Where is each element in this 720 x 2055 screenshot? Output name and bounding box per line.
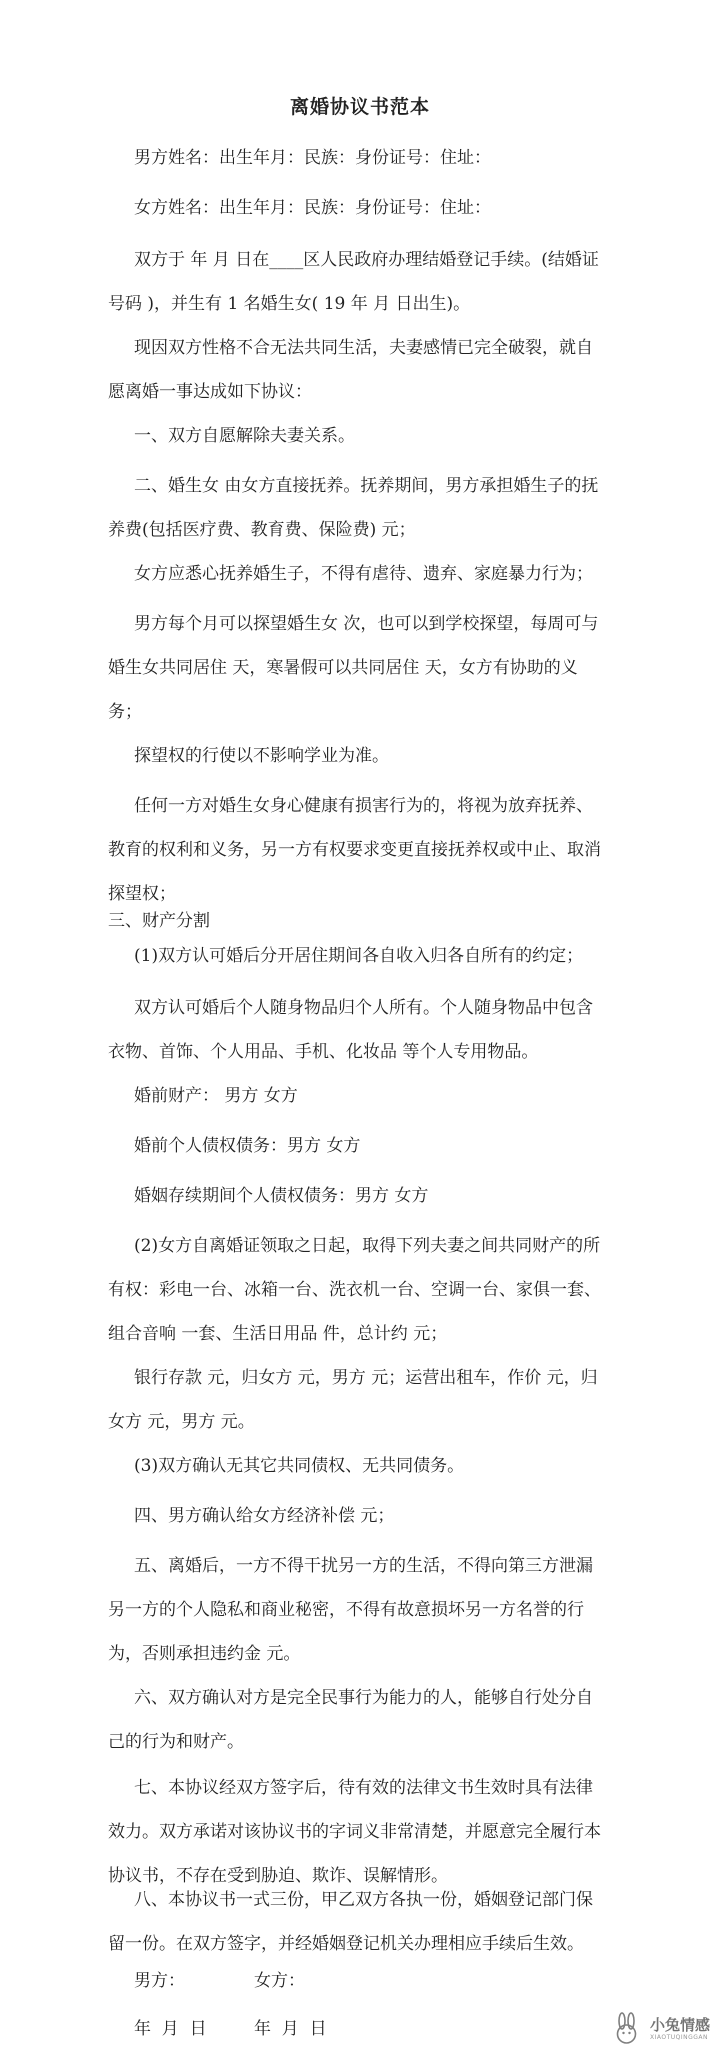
paragraph-personal-items: 双方认可婚后个人随身物品归个人所有。个人随身物品中包含衣物、首饰、个人用品、手机、化妆品 等个人专用物品。	[108, 998, 593, 1062]
paragraph-marriage-registration: 双方于 年 月 日在____区人民政府办理结婚登记手续。(结婚证号码 )，并生有 1 名婚生女( 19 年 月 日出生)。	[108, 250, 599, 314]
paragraph-visitation-rule: 探望权的行使以不影响学业为准。	[134, 746, 389, 766]
paragraph-premarital-property: 婚前财产： 男方 女方	[134, 1086, 298, 1106]
paragraph-clause-1: 一、双方自愿解除夫妻关系。	[134, 426, 355, 446]
paragraph-clause-6: 六、双方确认对方是完全民事行为能力的人，能够自行处分自己的行为和财产。	[108, 1688, 593, 1752]
paragraph-male-info: 男方姓名：出生年月：民族：身份证号：住址：	[134, 148, 491, 168]
paragraph-clause-4: 四、男方确认给女方经济补偿 元；	[134, 1506, 395, 1526]
paragraph-clause-2: 二、婚生女 由女方直接抚养。抚养期间，男方承担婚生子的抚养费(包括医疗费、教育费、保险费) 元；	[108, 476, 599, 540]
paragraph-clause-8: 八、本协议书一式三份，甲乙双方各执一份，婚姻登记部门保留一份。在双方签字，并经婚姻登记机关办理相应手续后生效。	[108, 1890, 593, 1954]
female-signature-label: 女方：	[254, 1971, 305, 1991]
paragraph-bank-deposit: 银行存款 元，归女方 元，男方 元；运营出租车，作价 元，归女方 元，男方 元。	[108, 1368, 598, 1432]
paragraph-property-1: (1)双方认可婚后分开居住期间各自收入归各自所有的约定；	[134, 946, 584, 966]
male-signature-label: 男方：	[134, 1971, 185, 1991]
paragraph-clause-7: 七、本协议经双方签字后，待有效的法律文书生效时具有法律效力。双方承诺对该协议书的字词义非常清楚，并愿意完全履行本协议书，不存在受到胁迫、欺诈、误解情形。	[108, 1778, 601, 1886]
paragraph-property-3: (3)双方确认无其它共同债权、无共同债务。	[134, 1456, 465, 1476]
rabbit-logo-icon	[610, 2012, 644, 2046]
paragraph-property-heading: 三、财产分割	[108, 911, 210, 931]
paragraph-visitation: 男方每个月可以探望婚生女 次，也可以到学校探望，每周可与婚生女共同居住 天，寒暑假可以共同居住 天，女方有协助的义务；	[108, 614, 599, 722]
paragraph-premarital-debts: 婚前个人债权债务：男方 女方	[134, 1136, 361, 1156]
paragraph-property-2: (2)女方自离婚证领取之日起，取得下列夫妻之间共同财产的所有权：彩电一台、冰箱一台、洗衣机一台、空调一台、家俱一套、 组合音响 一套、生活日用品 件，总计约 元；	[108, 1236, 601, 1344]
paragraph-custody-change: 任何一方对婚生女身心健康有损害行为的，将视为放弃抚养、教育的权利和义务，另一方有权要求变更直接抚养权或中止、取消探望权；	[108, 796, 601, 904]
watermark-brand: 小兔情感	[649, 2015, 710, 2034]
watermark-url: XIAOTUQINGGAN	[649, 2033, 709, 2041]
paragraph-marital-debts: 婚姻存续期间个人债权债务：男方 女方	[134, 1186, 429, 1206]
document-title: 离婚协议书范本	[289, 96, 430, 118]
date-right: 年 月 日	[254, 2019, 327, 2039]
date-left: 年 月 日	[134, 2019, 207, 2039]
watermark-text	[649, 2015, 710, 2041]
paragraph-no-abuse: 女方应悉心抚养婚生子，不得有虐待、遗弃、家庭暴力行为；	[134, 564, 593, 584]
paragraph-divorce-reason: 现因双方性格不合无法共同生活，夫妻感情已完全破裂，就自愿离婚一事达成如下协议：	[108, 338, 593, 402]
paragraph-female-info: 女方姓名：出生年月：民族：身份证号：住址：	[134, 198, 491, 218]
paragraph-clause-5: 五、离婚后，一方不得干扰另一方的生活，不得向第三方泄漏另一方的个人隐私和商业秘密，不得有故意损坏另一方名誉的行为，否则承担违约金 元。	[108, 1556, 593, 1664]
watermark	[610, 2009, 710, 2049]
